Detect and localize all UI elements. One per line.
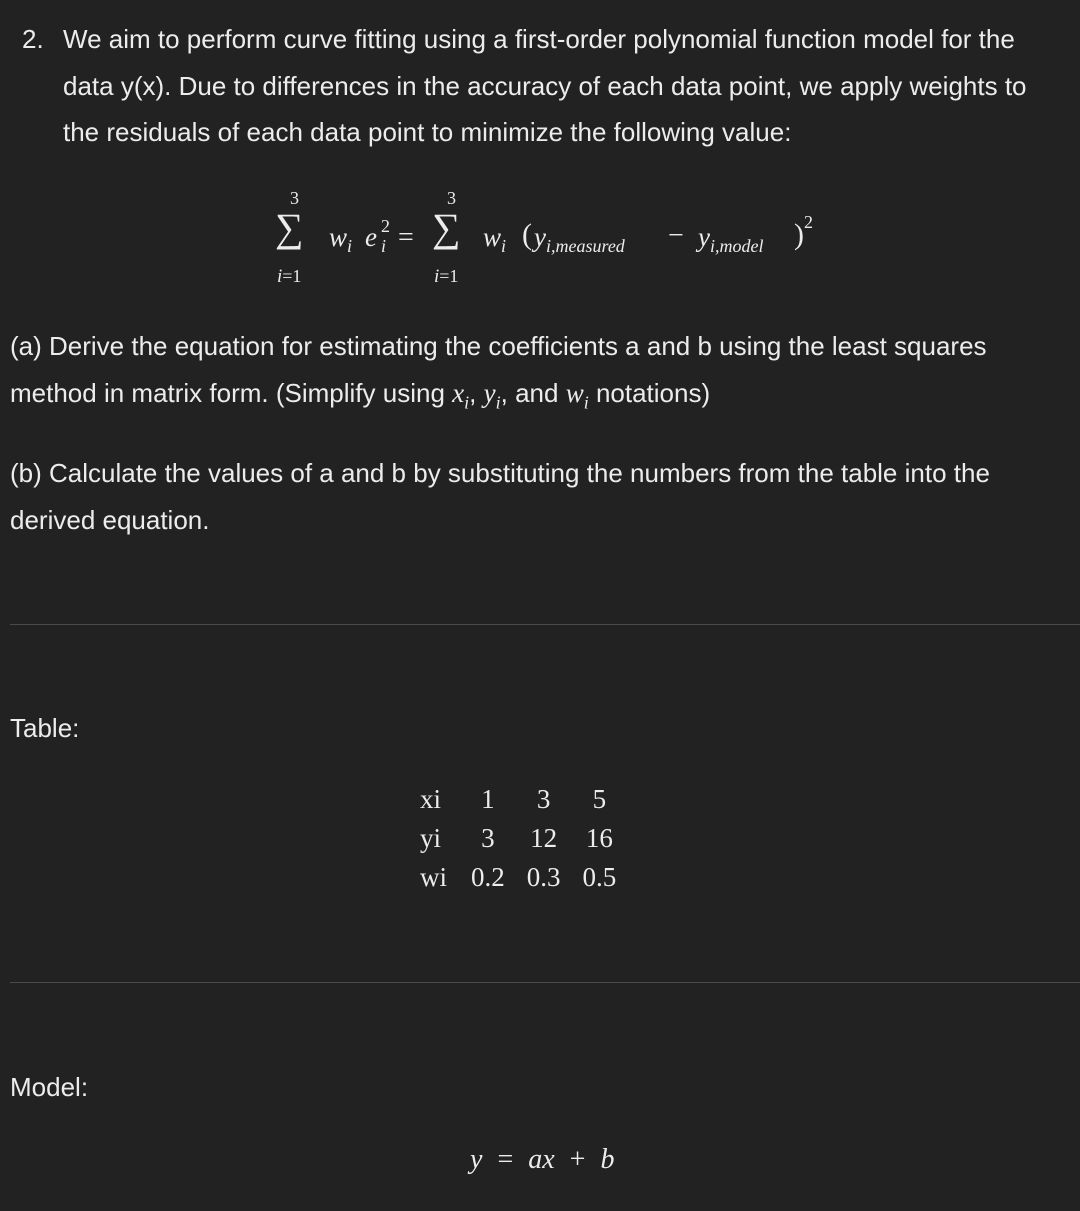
table-cell: 16: [585, 823, 613, 853]
rhs-weight: $w_i$: [483, 222, 507, 256]
table-row-w: [408, 858, 627, 897]
minus-sign: −: [668, 220, 684, 251]
table-cell: 3: [536, 784, 551, 814]
sum-upper-limit-1: 3: [290, 188, 299, 208]
part-a: (a) Derive the equation for estimating the coefficients a and b using the least squares method in matrix form. (Simplify using $x_i$, $y_i$, and $w_i$ notations): [10, 331, 987, 412]
part-a-text: (a) Derive the equation for estimating the coefficients a and b using the least squares method in matrix form. (Simplify using: [10, 331, 987, 408]
model-value: $y_{i,model}$: [698, 222, 764, 256]
lhs-residual-power: 2: [381, 216, 390, 236]
summation-symbol-2: ∑: [432, 205, 461, 250]
model-label: Model:: [10, 1072, 89, 1102]
table-cell: 3: [481, 823, 495, 853]
row-header-y: yi: [420, 823, 442, 853]
row-header-w: wi: [420, 862, 447, 892]
table-cell: 0.5: [582, 862, 617, 892]
weighted-residual-equation: [274, 186, 834, 296]
equals-sign: =: [398, 222, 414, 253]
lhs-weight: $w_i$: [329, 222, 353, 256]
right-paren: ): [794, 218, 804, 251]
row-header-x: xi: [420, 784, 442, 814]
problem-text: We aim to perform curve fitting using a first-order polynomial function model for the data y(x). Due to differences in the accuracy of each data point, we apply weights to the residuals of each data point to minimize the following value:: [63, 24, 1027, 147]
lhs-residual: e: [365, 222, 377, 252]
table-row-x: [408, 780, 627, 819]
table-cell: 0.2: [471, 862, 505, 892]
table-label: Table:: [10, 713, 80, 743]
table-row-y: [408, 819, 627, 858]
table-cell: 5: [592, 784, 607, 814]
lhs-residual-index: i: [381, 236, 387, 256]
rhs-power: 2: [804, 212, 813, 232]
part-a-text-end: notations): [588, 377, 711, 408]
y-i-symbol: $y_i$: [483, 377, 501, 412]
data-table: [408, 780, 627, 897]
sum-lower-limit-1: i=1: [277, 266, 302, 287]
summation-symbol-1: ∑: [275, 205, 304, 250]
sum-lower-limit-2: i=1: [434, 266, 459, 287]
and-word: and: [515, 377, 559, 408]
divider-2: [10, 982, 1080, 983]
w-i-symbol: $w_i$: [565, 377, 589, 412]
x-i-symbol: $x_i$: [452, 377, 470, 412]
table-cell: 1: [481, 784, 495, 814]
part-b: (b) Calculate the values of a and b by substituting the numbers from the table into the derived equation.: [10, 458, 990, 535]
model-equation: y = ax + b: [470, 1144, 615, 1175]
sum-upper-limit-2: 3: [447, 188, 456, 208]
measured-value: $y_{i,measured}$: [534, 222, 625, 256]
divider-1: [10, 624, 1080, 625]
problem-number: 2.: [22, 24, 44, 54]
table-cell: 12: [530, 823, 558, 853]
table-cell: 0.3: [526, 862, 561, 892]
problem-statement: [0, 16, 1070, 156]
left-paren: (: [522, 218, 532, 251]
